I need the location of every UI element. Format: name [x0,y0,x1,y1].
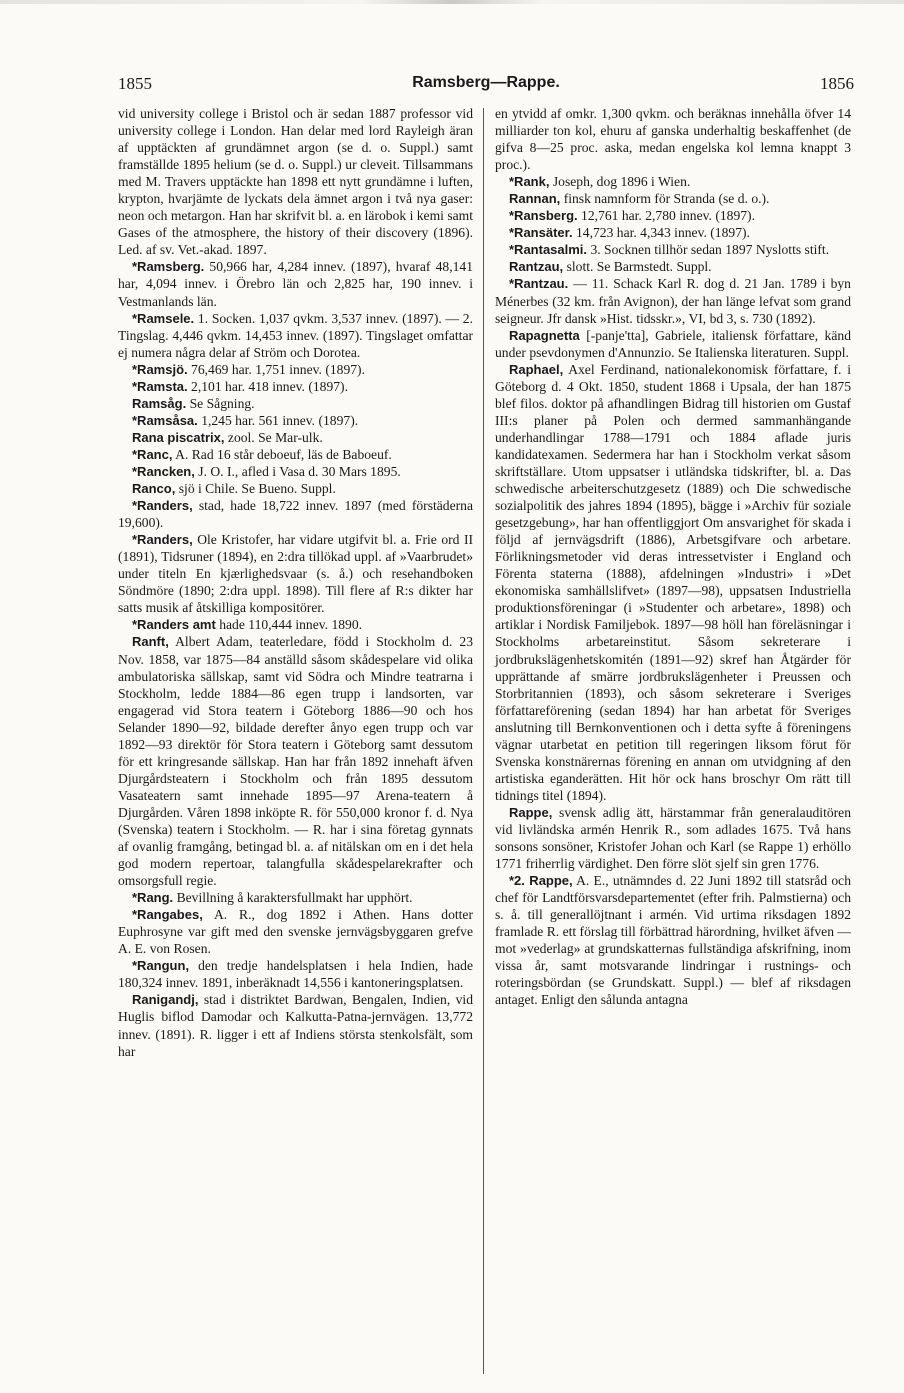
scan-edge [0,0,904,4]
dictionary-entry [118,429,473,446]
dictionary-entry [495,207,851,224]
entry-text: 2,101 har. 418 innev. (1897). [191,378,348,394]
entry-headword: *Ramsjö. [132,361,188,377]
entry-text: Joseph, dog 1896 i Wien. [552,174,691,190]
column-divider [483,108,484,1374]
entry-text: svensk adlig ätt, härstammar från generalauditören vid livländska armén Henrik R., som adlades 1675. Två hans sonsons sonsöner, Kristofer Johan och Karl (se Rappe 1) erhöllo 1771 friherrlig värdighet. Den förre slöt sjelf sin gren 1776. [495,804,851,872]
dictionary-entry [118,258,473,309]
entry-headword: *Rangabes, [132,907,203,923]
entry-text: J. O. I., afled i Vasa d. 30 Mars 1895. [198,463,401,479]
page-header [118,74,854,98]
entry-text: hade 110,444 innev. 1890. [219,617,363,633]
running-title: Ramsberg—Rappe. [412,74,560,91]
right-column [495,105,851,1008]
entry-text: Axel Ferdinand, nationalekonomisk författare, f. i Göteborg d. 4 Okt. 1850, student 1868 i Upsala, der han 1875 blef filos. doktor på afhandlingen Bidrag till historien om Gustaf III:s planer på Polen och dermed sammanhängande underhandlingar 1788—1791 och 1884 aflade juris kandidatexamen. Sedermera har han i Stockholm verkat såsom skriftställare. Utom uppsatser i utländska tidskrifter, bl. a. Das schwedische arbeiterschutzgesetz (1889) och Die schwedische sozialpolitik des jahres 1894 (1895), bägge i »Archiv für soziale gesetzgebung», har han offentliggjort Om ansvarighet för skada i följd af jernvägsdrift (1886), Arbetsgifvare och arbetare. Förlikningsmetoder vid deras intressetvister i England och Förenta staterna (1888), afdelningen »Industri» i »Det ekonomiska samhällslifvet» (1897—98), uppsatsen Industriella produktionsföreningar (i »Studenter och arbetare», 1898) och artiklar i Nordisk Familjebok. 1897—98 höll han föreläsningar i Stockholms arbetareinstitut. Såsom sekreterare i jordbrukslägenhetskomitén (1891—92) skref han Åtgärder för upprättande af smärre jordbrukslägenheter i Preussen och Storbritannien (1893), och såsom sekreterare i Sveriges författareförening (sedan 1894) har han arbetat för Sveriges anslutning till Bernkonventionen och i detta syfte å föreningens vägnar utarbetat en petition till regeringen liksom förut för Svenska konstnärernas förening en annan om utvidgning af den artistiska eganderätten. Hit hör ock hans broschyr Om rätt till tidnings titel (1894). [495,361,851,803]
dictionary-entry [118,378,473,395]
left-column [118,105,473,1060]
dictionary-entry [495,173,851,190]
entry-headword: *Randers amt [132,617,216,633]
entry-text: 3. Socknen tillhör sedan 1897 Nyslotts stift. [590,242,830,258]
dictionary-entry [118,991,473,1059]
entry-text: en ytvidd af omkr. 1,300 qvkm. och beräknas innehålla öfver 14 milliarder ton kol, ehuru af ganska underhaltig beskaffenhet (de gifva 8—25 proc. aska, medan engelska kol lemna knappt 3 proc.). [495,106,851,173]
dictionary-entry [118,633,473,889]
entry-text: stad, hade 18,722 innev. 1897 (med förstäderna 19,600). [118,498,473,531]
entry-headword: Rapagnetta [509,327,580,343]
dictionary-entry [118,497,473,531]
dictionary-entry [118,310,473,361]
entry-headword: *Randers, [132,532,193,548]
entry-text: [-panje'tta], Gabriele, italiensk författare, känd under psevdonymen d'Annunzio. Se Italienska literaturen. Suppl. [495,327,851,360]
dictionary-entry [118,463,473,480]
entry-headword: Ramsåg. [132,395,187,411]
entry-text: den tredje handelsplatsen i hela Indien, hade 180,324 innev. 1891, inberäknadt 14,556 i kantoneringsplatsen. [118,958,473,991]
entry-headword: *Rantasalmi. [509,242,588,258]
entry-headword: *Rank, [509,174,550,190]
dictionary-entry [495,804,851,872]
entry-text: slott. Se Barmstedt. Suppl. [566,259,712,275]
entry-headword: Ranco, [132,481,176,497]
dictionary-entry [495,241,851,258]
entry-headword: Rantzau, [509,259,564,275]
entry-headword: *Ramsåsa. [132,412,198,428]
dictionary-entry [118,889,473,906]
dictionary-entry [118,105,473,258]
dictionary-entry [495,872,851,1008]
entry-headword: *Ramsta. [132,378,188,394]
entry-headword: *Ranc, [132,446,173,462]
entry-headword: Rappe, [509,804,553,820]
dictionary-entry [118,480,473,497]
entry-headword: *Ransberg. [509,208,578,224]
entry-headword: *Rang. [132,890,174,906]
entry-text: 76,469 har. 1,751 innev. (1897). [191,361,365,377]
entry-headword: *Rangun, [132,958,190,974]
entry-text: Se Sågning. [189,395,255,411]
right-page-number: 1856 [820,74,854,93]
entry-text: 1. Socken. 1,037 qvkm. 3,537 innev. (1897). — 2. Tingslag. 4,446 qvkm. 14,453 innev. (1897). Tingslaget omfattar ej numera några delar af Ström och Dorotea. [118,310,473,360]
entry-text: stad i distriktet Bardwan, Bengalen, Indien, vid Huglis biflod Damodar och Kalkutta-Patna-jernvägen. 13,772 innev. (1891). R. ligger i ett af Indiens största stenkolsfält, som har [118,992,473,1059]
dictionary-entry [118,395,473,412]
dictionary-entry [118,906,473,957]
entry-text: A. Rad 16 står deboeuf, läs de Baboeuf. [175,446,392,462]
entry-headword: *Ransäter. [509,225,573,241]
dictionary-entry [118,446,473,463]
entry-text: finsk namnform för Stranda (se d. o.). [563,191,770,207]
dictionary-entry [118,531,473,616]
entry-text: Ole Kristofer, har vidare utgifvit bl. a. Frie ord II (1891), Tidsruner (1894), en 2:dra tillökad uppl. af »Vaarbrudet» under titeln En kjærlighedsvaar (s. å.) och resehandboken Söndmöre (1890; 2:dra uppl. 1898). Till flere af R:s dikter har satts musik af åtskilliga kompositörer. [118,532,473,616]
dictionary-entry [495,327,851,361]
dictionary-entry [495,224,851,241]
dictionary-entry [495,190,851,207]
dictionary-entry [118,616,473,633]
dictionary-entry [495,275,851,326]
entry-text: A. E., utnämndes d. 22 Juni 1892 till statsråd och chef för Landtförsvarsdepartementet (efter frih. Palmstierna) och s. å. till generallöjtnant i armén. Vid urtima riksdagen 1892 framlade R. ett förslag till förbättrad härordning, hvilket äfven — mot »vederlag» at grundskatternas fullständiga afskrifning, inom vissa år, samt motsvarande lindringar i rustnings- och roteringsbördan (se Grundskatt. Suppl.) — blef af riksdagen antaget. Enligt den sålunda antagna [495,873,851,1008]
dictionary-entry [495,258,851,275]
dictionary-entry [118,412,473,429]
dictionary-entry [118,361,473,378]
entry-headword: Rana piscatrix, [132,429,225,445]
entry-text: sjö i Chile. Se Bueno. Suppl. [178,481,336,497]
entry-headword: Rannan, [509,191,561,207]
entry-text: Albert Adam, teaterledare, född i Stockholm d. 23 Nov. 1858, var 1875—84 anställd såsom skådespelare vid olika ambulatoriska sällskap, samt vid Södra och Mindre teatrarna i Stockholm, ledde 1884—86 egen trupp i landsorten, var engagerad vid Stora teatern i Göteborg 1886—90 och hos Selander 1890—92, bildade derefter ånyo egen trupp och var 1892—93 direktör för Stora teatern i Göteborg samt dessutom för ett kringresande sällskap. Han har från 1892 innehaft äfven Djurgårdsteatern i Stockholm och från 1895 dessutom Vasateatern samt innehade 1895—97 Arena-teatern å Djurgården. Våren 1898 inköpte R. för 550,000 kronor f. d. Nya (Svenska) teatern i Stockholm. — R. har i sina företag gynnats af ovanlig framgång, betingad bl. a. af nitälskan om en i det hela god modern repertoar, talangfulla skådespelarekrafter och omsorgsfull regie. [118,634,473,889]
dictionary-entry [495,361,851,804]
entry-headword: Ranft, [132,634,169,650]
left-page-number: 1855 [118,74,152,93]
entry-headword: *Randers, [132,498,193,514]
entry-headword: *Ramsele. [132,310,195,326]
entry-text: — 11. Schack Karl R. dog d. 21 Jan. 1789 i byn Ménerbes (32 km. från Avignon), der han länge lefvat som grand seigneur. Jfr dansk »Hist. tidsskr.», VI, bd 3, s. 730 (1892). [495,276,851,326]
entry-headword: *Ramsberg. [132,259,205,275]
entry-text: 14,723 har. 4,343 innev. (1897). [576,225,750,241]
entry-text: 12,761 har. 2,780 innev. (1897). [581,208,755,224]
entry-headword: *Rancken, [132,463,195,479]
entry-headword: *Rantzau. [509,276,569,292]
entry-headword: Raphael, [509,361,564,377]
entry-text: A. R., dog 1892 i Athen. Hans dotter Euphrosyne var gift med den svenske jernvägsbyggaren grefve A. E. von Rosen. [118,907,473,957]
entry-text: 1,245 har. 561 innev. (1897). [201,412,359,428]
entry-text: 50,966 har, 4,284 innev. (1897), hvaraf 48,141 har, 4,094 innev. i Örebro län och 2,825 har, 190 innev. i Vestmanlands län. [118,259,473,309]
entry-text: vid university college i Bristol och är sedan 1887 professor vid university college i London. Han delar med lord Rayleigh äran af upptäckten af grundämnet argon (se d. o. Suppl.) samt framställde 1895 helium (se d. o. Suppl.) ur cleveit. Tillsammans med M. Travers upptäckte han 1898 ett nytt grundämne i luften, krypton, hvarjämte de lyckats dela ämnet argon i två nya gaser: neon och metargon. Han har skrifvit bl. a. en lärobok i kemi samt Gases of the atmosphere, the history of their discovery (1896). Led. af sv. Vet.-akad. 1897. [118,106,473,258]
dictionary-entry [118,957,473,991]
entry-text: Bevillning å karaktersfullmakt har upphört. [176,890,413,906]
entry-headword: *2. Rappe, [509,873,573,889]
entry-headword: Ranigandj, [132,992,199,1008]
entry-text: zool. Se Mar-ulk. [227,429,323,445]
dictionary-entry [495,105,851,173]
